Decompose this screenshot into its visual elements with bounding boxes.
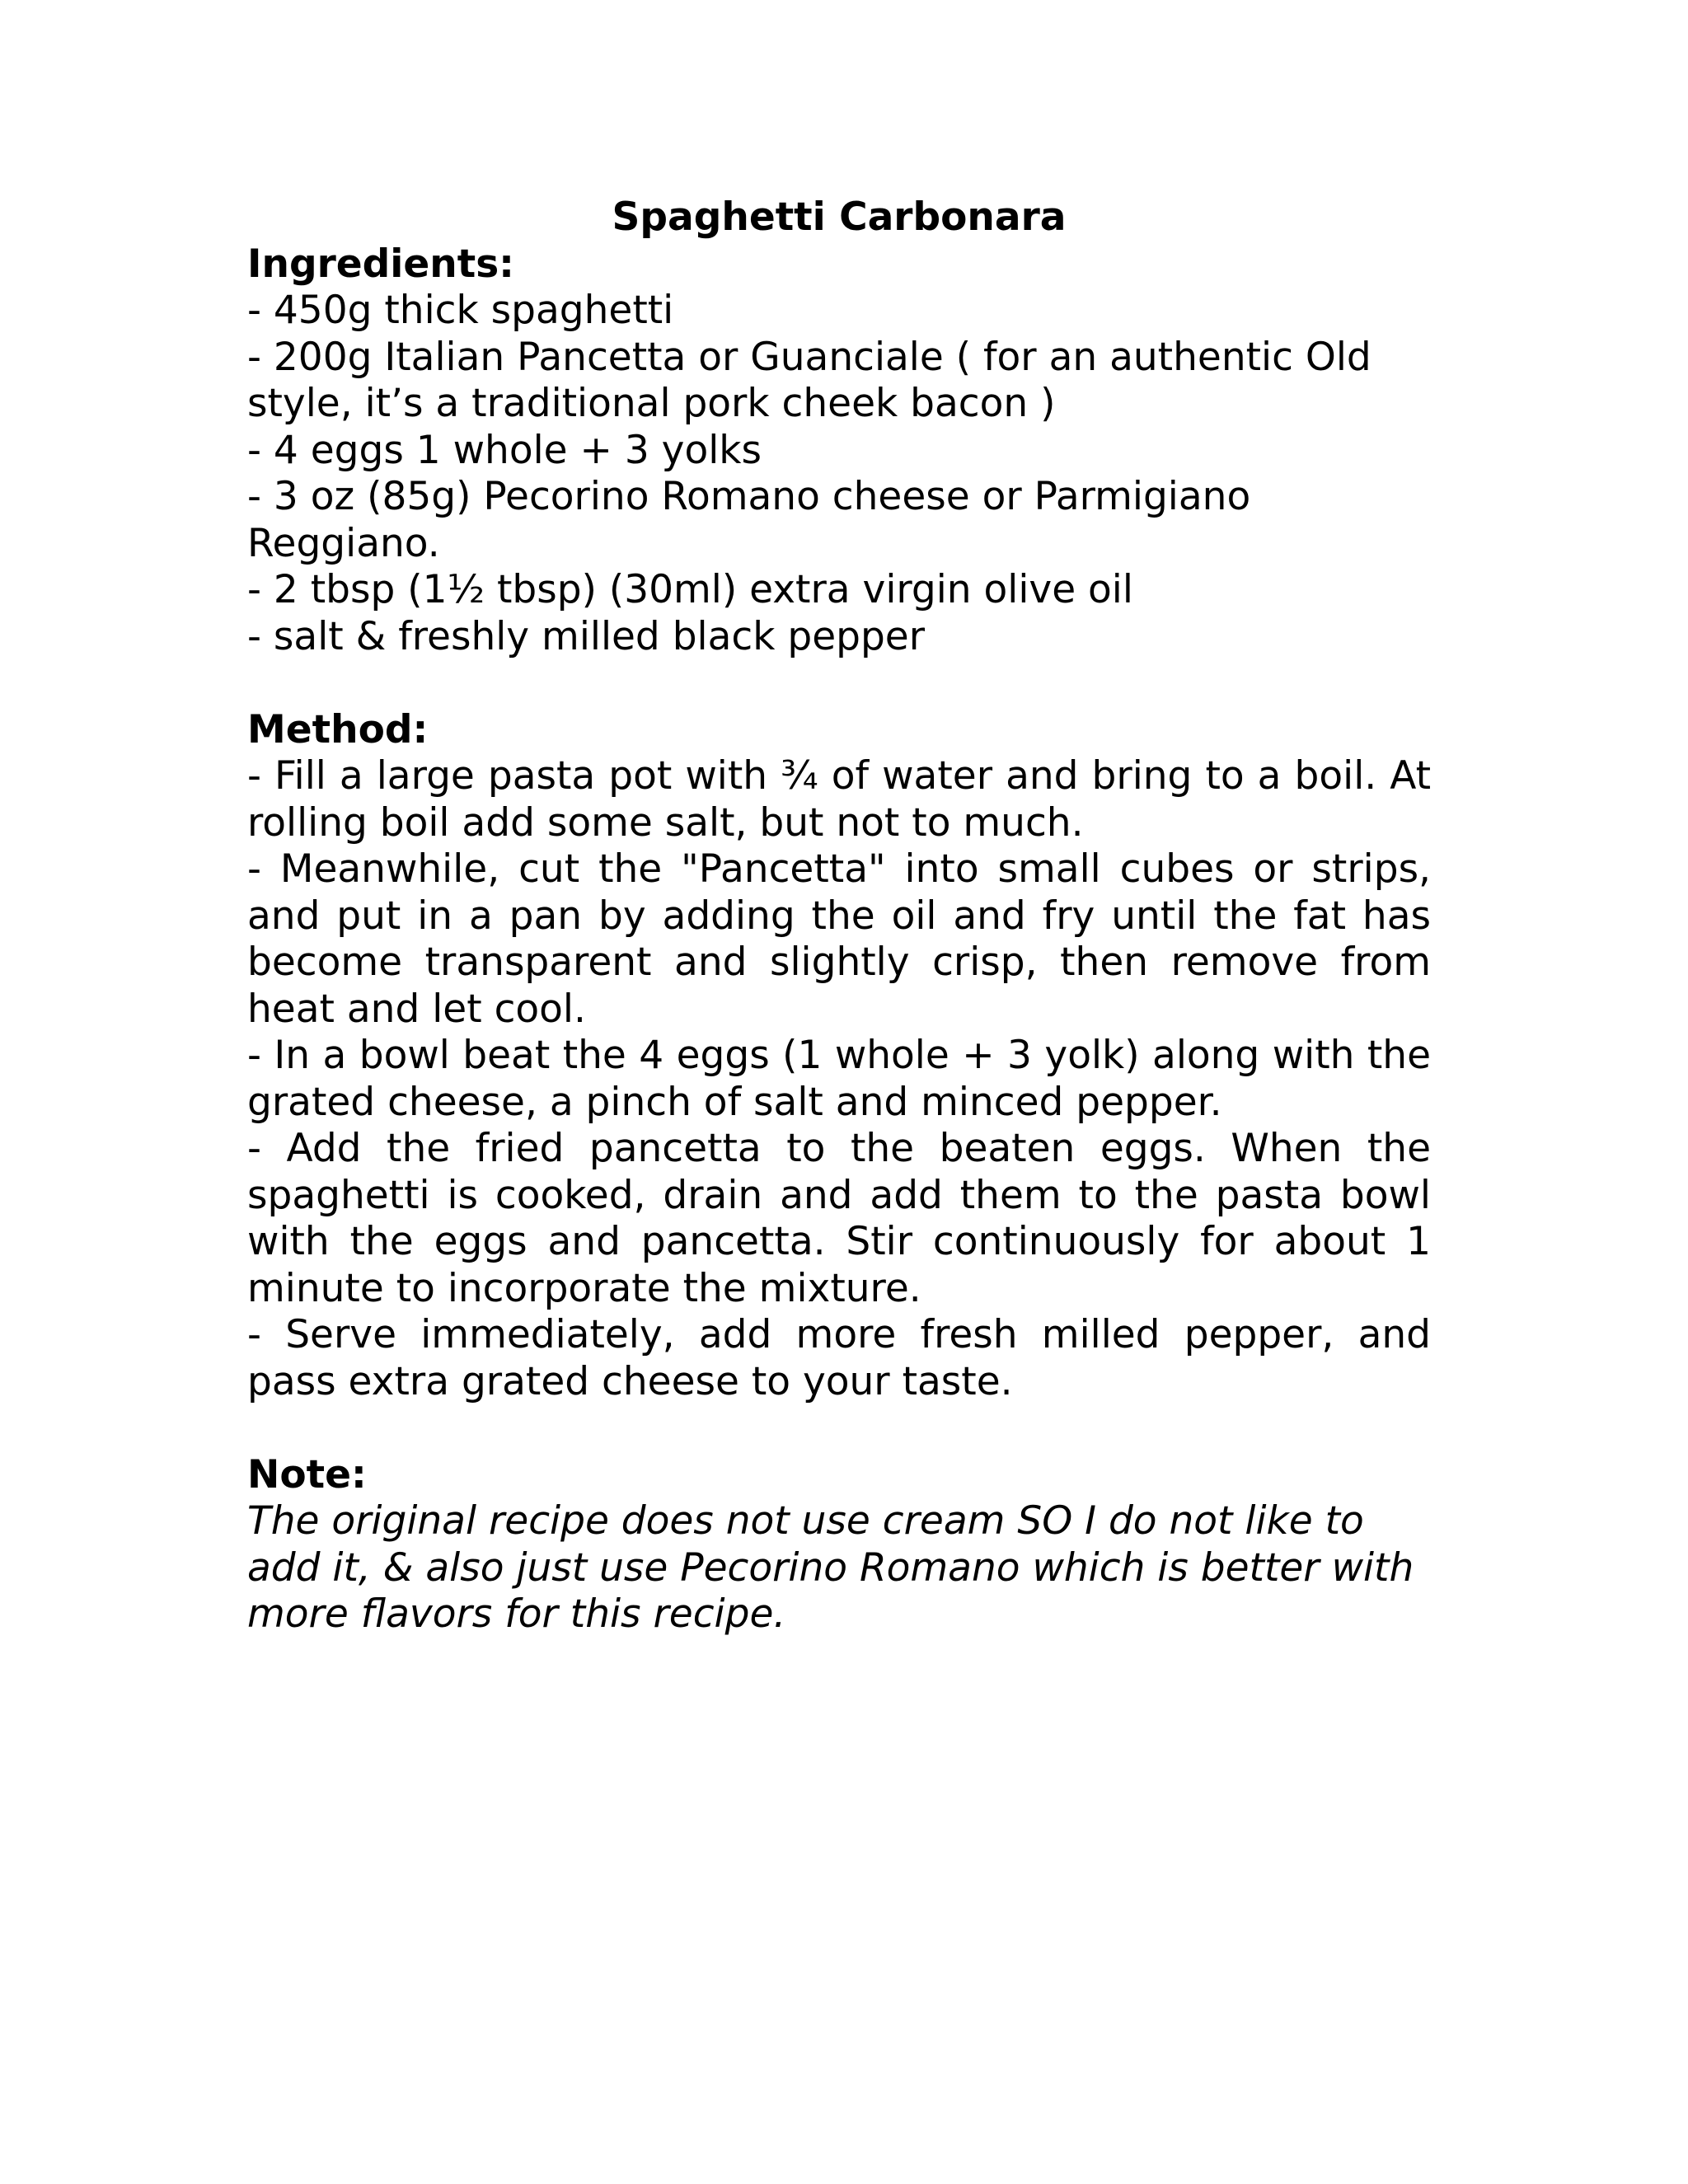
ingredient-item: - 3 oz (85g) Pecorino Romano cheese or Parmigiano Reggiano. [247, 474, 1251, 566]
recipe-title: Spaghetti Carbonara [612, 194, 1067, 240]
note-section [247, 1452, 1431, 1638]
section-spacer [247, 1405, 1431, 1452]
method-step: - Add the fried pancetta to the beaten eggs. When the spaghetti is cooked, drain and add them to the pasta bowl with the eggs and pancetta. Stir continuously for about 1 minute to incorporate the mixture. [247, 1126, 1431, 1311]
ingredient-item: - 200g Italian Pancetta or Guanciale ( for an authentic Old style, it’s a traditional pork cheek bacon ) [247, 334, 1372, 426]
ingredients-heading: Ingredients: [247, 241, 514, 287]
note-text: The original recipe does not use cream SO I do not like to add it, & also just use Pecorino Romano which is better with more flavors for this recipe. [247, 1498, 1414, 1637]
section-spacer [247, 660, 1431, 707]
ingredients-list [247, 288, 1431, 660]
ingredient-item: - 2 tbsp (1½ tbsp) (30ml) extra virgin olive oil [247, 567, 1133, 612]
recipe-page [247, 194, 1431, 1638]
ingredient-item: - salt & freshly milled black pepper [247, 613, 926, 659]
ingredient-item: - 450g thick spaghetti [247, 288, 674, 333]
method-heading: Method: [247, 706, 429, 752]
ingredients-section [247, 241, 1431, 661]
ingredient-item: - 4 eggs 1 whole + 3 yolks [247, 427, 762, 473]
method-step: - Serve immediately, add more fresh milled pepper, and pass extra grated cheese to your taste. [247, 1312, 1431, 1404]
method-steps [247, 753, 1431, 1405]
method-step: - In a bowl beat the 4 eggs (1 whole + 3 yolk) along with the grated cheese, a pinch of salt and minced pepper. [247, 1033, 1431, 1125]
method-section [247, 707, 1431, 1406]
note-heading: Note: [247, 1451, 367, 1497]
method-step: - Fill a large pasta pot with ¾ of water and bring to a boil. At rolling boil add some salt, but not to much. [247, 753, 1431, 846]
method-step: - Meanwhile, cut the "Pancetta" into small cubes or strips, and put in a pan by adding the oil and fry until the fat has become transparent and slightly crisp, then remove from heat and let cool. [247, 846, 1431, 1032]
